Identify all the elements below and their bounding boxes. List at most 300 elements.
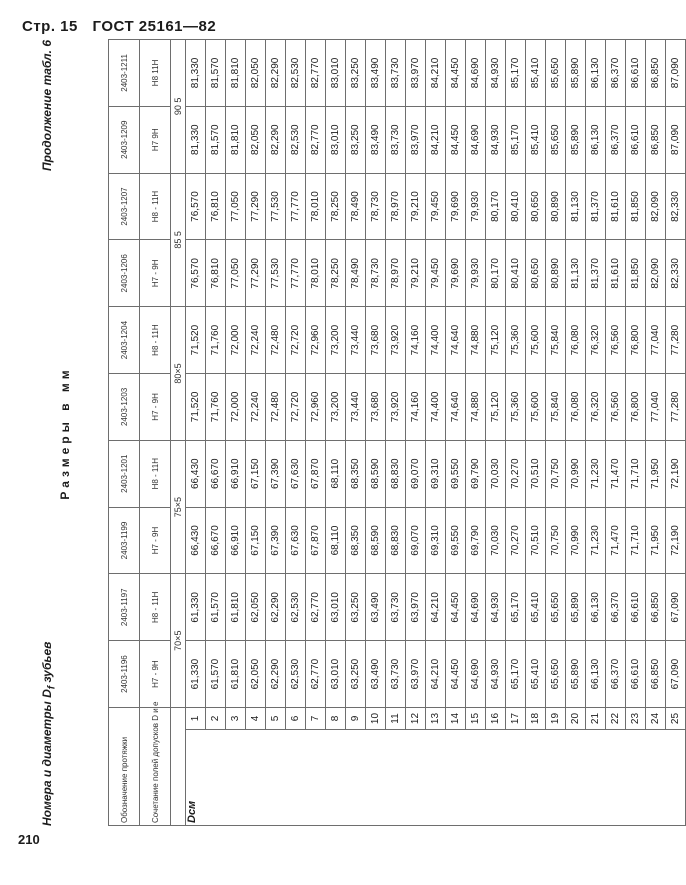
diameter-cell: 81,130 xyxy=(566,173,586,240)
diameter-cell: 76,560 xyxy=(606,307,626,374)
diameter-cell: 64,450 xyxy=(446,641,466,708)
diameter-cell: 78,250 xyxy=(326,240,346,307)
diameter-cell: 86,370 xyxy=(606,40,626,107)
diameter-cell: 67,870 xyxy=(306,440,326,507)
diameter-cell: 66,430 xyxy=(186,440,206,507)
diameter-cell: 71,760 xyxy=(206,374,226,441)
tooth-number: 10 xyxy=(366,707,386,729)
diameter-cell: 79,930 xyxy=(466,173,486,240)
diameter-cell: 80,650 xyxy=(526,240,546,307)
diameter-cell: 82,530 xyxy=(286,106,306,173)
diameter-cell: 81,810 xyxy=(226,106,246,173)
diameter-cell: 70,270 xyxy=(506,440,526,507)
tooth-number: 23 xyxy=(626,707,646,729)
diameter-cell: 67,630 xyxy=(286,507,306,574)
diameter-cell: 65,170 xyxy=(506,574,526,641)
diameter-cell: 76,810 xyxy=(206,240,226,307)
diameter-cell: 75,120 xyxy=(486,374,506,441)
diameter-cell: 76,800 xyxy=(626,307,646,374)
diameter-cell: 82,290 xyxy=(266,106,286,173)
diameter-cell: 63,730 xyxy=(386,641,406,708)
diameter-cell: 81,370 xyxy=(586,240,606,307)
diameter-cell: 80,890 xyxy=(546,173,566,240)
table-row xyxy=(426,40,446,826)
diameter-cell: 76,570 xyxy=(186,173,206,240)
diameter-cell: 74,400 xyxy=(426,374,446,441)
diameter-cell: 81,610 xyxy=(606,240,626,307)
diameter-cell: 76,320 xyxy=(586,307,606,374)
diameter-cell: 75,600 xyxy=(526,374,546,441)
module-cell: 90 5 xyxy=(171,40,186,174)
diameter-cell: 85,410 xyxy=(526,106,546,173)
designation-cell: 2403-1201 xyxy=(109,440,140,507)
diameter-cell: 67,150 xyxy=(246,507,266,574)
diameter-cell: 66,850 xyxy=(646,574,666,641)
tolerance-cell: H7 - 9H xyxy=(140,507,171,574)
table-row xyxy=(386,40,406,826)
module-cell: 80×5 xyxy=(171,307,186,441)
diameter-cell: 64,690 xyxy=(466,641,486,708)
module-cell: 85 5 xyxy=(171,173,186,307)
diameter-cell: 66,670 xyxy=(206,507,226,574)
tolerance-label: Сочетание полей допусков D и e xyxy=(140,707,171,825)
diameter-cell: 63,490 xyxy=(366,574,386,641)
tooth-number: 7 xyxy=(306,707,326,729)
diameter-cell: 69,310 xyxy=(426,440,446,507)
diameter-cell: 61,330 xyxy=(186,574,206,641)
diameter-cell: 69,790 xyxy=(466,440,486,507)
tolerance-cell: H8 11H xyxy=(140,40,171,107)
tolerance-cell: H7 9H xyxy=(140,106,171,173)
diameter-cell: 82,050 xyxy=(246,106,266,173)
diameter-cell: 62,050 xyxy=(246,641,266,708)
module-cell: 70×5 xyxy=(171,574,186,708)
diameter-cell: 76,570 xyxy=(186,240,206,307)
diameter-cell: 71,710 xyxy=(626,507,646,574)
diameter-cell: 84,930 xyxy=(486,106,506,173)
table-row xyxy=(346,40,366,826)
table-row xyxy=(326,40,346,826)
diameter-cell: 69,550 xyxy=(446,507,466,574)
diameter-cell: 86,130 xyxy=(586,40,606,107)
diameter-cell: 66,670 xyxy=(206,440,226,507)
tooth-number: 20 xyxy=(566,707,586,729)
diameter-cell: 86,850 xyxy=(646,106,666,173)
diameter-cell: 68,110 xyxy=(326,440,346,507)
diameter-cell: 66,370 xyxy=(606,641,626,708)
diameter-cell: 61,810 xyxy=(226,641,246,708)
header-row-designation xyxy=(109,40,140,826)
diameter-cell: 66,370 xyxy=(606,574,626,641)
diameter-cell: 77,290 xyxy=(246,173,266,240)
diameter-cell: 76,320 xyxy=(586,374,606,441)
diameter-cell: 77,280 xyxy=(666,374,686,441)
diameter-cell: 66,130 xyxy=(586,574,606,641)
diameter-cell: 71,470 xyxy=(606,440,626,507)
diameter-cell: 80,410 xyxy=(506,240,526,307)
diameter-cell: 85,650 xyxy=(546,106,566,173)
diameter-cell: 70,510 xyxy=(526,440,546,507)
diameter-cell: 85,650 xyxy=(546,40,566,107)
diameter-cell: 68,590 xyxy=(366,507,386,574)
diameter-cell: 81,570 xyxy=(206,106,226,173)
diameter-cell: 76,810 xyxy=(206,173,226,240)
diameter-cell: 66,610 xyxy=(626,641,646,708)
diameter-cell: 70,510 xyxy=(526,507,546,574)
diameter-cell: 65,890 xyxy=(566,641,586,708)
diameter-cell: 62,770 xyxy=(306,641,326,708)
diameter-cell: 74,640 xyxy=(446,374,466,441)
diameter-cell: 80,890 xyxy=(546,240,566,307)
diameter-cell: 63,970 xyxy=(406,641,426,708)
diameter-cell: 82,330 xyxy=(666,240,686,307)
designation-cell: 2403-1211 xyxy=(109,40,140,107)
tooth-number: 25 xyxy=(666,707,686,729)
diameter-cell: 64,450 xyxy=(446,574,466,641)
diameter-cell: 62,530 xyxy=(286,574,306,641)
diameter-cell: 86,370 xyxy=(606,106,626,173)
diameter-cell: 67,630 xyxy=(286,440,306,507)
diameter-cell: 70,990 xyxy=(566,507,586,574)
diameter-cell: 64,930 xyxy=(486,574,506,641)
diameter-cell: 81,850 xyxy=(626,173,646,240)
table-row xyxy=(486,40,506,826)
diameter-cell: 78,970 xyxy=(386,173,406,240)
table-row xyxy=(366,40,386,826)
diameter-cell: 63,730 xyxy=(386,574,406,641)
diameter-cell: 65,650 xyxy=(546,574,566,641)
diameter-cell: 67,870 xyxy=(306,507,326,574)
diameter-cell: 73,920 xyxy=(386,307,406,374)
diameter-cell: 77,050 xyxy=(226,240,246,307)
diameter-cell: 73,200 xyxy=(326,307,346,374)
tooth-number: 5 xyxy=(266,707,286,729)
diameter-cell: 80,170 xyxy=(486,240,506,307)
diameter-cell: 76,080 xyxy=(566,307,586,374)
diameter-cell: 75,360 xyxy=(506,374,526,441)
diameter-cell: 72,720 xyxy=(286,374,306,441)
table-row xyxy=(546,40,566,826)
diameter-cell: 66,430 xyxy=(186,507,206,574)
diameter-cell: 82,090 xyxy=(646,240,666,307)
diameter-cell: 72,190 xyxy=(666,440,686,507)
diameter-cell: 87,090 xyxy=(666,40,686,107)
diameter-cell: 81,370 xyxy=(586,173,606,240)
diameter-cell: 72,960 xyxy=(306,374,326,441)
diameter-cell: 80,170 xyxy=(486,173,506,240)
tooth-number: 18 xyxy=(526,707,546,729)
caption-title: Номера и диаметры $D_f$ зубьев xyxy=(40,641,58,826)
diameter-cell: 79,450 xyxy=(426,240,446,307)
diameter-cell: 62,290 xyxy=(266,574,286,641)
diameter-cell: 61,810 xyxy=(226,574,246,641)
page-number: 210 xyxy=(18,832,40,847)
header-row-tolerance xyxy=(140,40,171,826)
diameter-cell: 79,690 xyxy=(446,173,466,240)
tooth-number: 15 xyxy=(466,707,486,729)
diameter-cell: 67,390 xyxy=(266,507,286,574)
diameter-cell: 73,440 xyxy=(346,307,366,374)
diameter-cell: 72,190 xyxy=(666,507,686,574)
standard-number: ГОСТ 25161—82 xyxy=(92,18,217,35)
diameter-cell: 87,090 xyxy=(666,106,686,173)
tooth-number: 2 xyxy=(206,707,226,729)
diameter-cell: 77,530 xyxy=(266,240,286,307)
diameter-cell: 72,720 xyxy=(286,307,306,374)
diameter-cell: 65,410 xyxy=(526,641,546,708)
diameter-cell: 84,930 xyxy=(486,40,506,107)
diameter-cell: 62,530 xyxy=(286,641,306,708)
table-row xyxy=(606,40,626,826)
diameter-cell: 72,480 xyxy=(266,374,286,441)
table-row xyxy=(646,40,666,826)
diameter-cell: 84,450 xyxy=(446,106,466,173)
diameter-cell: 72,480 xyxy=(266,307,286,374)
units-subheading: Размеры в мм xyxy=(58,366,72,500)
diameter-cell: 64,210 xyxy=(426,574,446,641)
diameter-cell: 81,610 xyxy=(606,173,626,240)
diameter-cell: 62,770 xyxy=(306,574,326,641)
diameter-cell: 86,130 xyxy=(586,106,606,173)
dcm-label: Dcм xyxy=(186,730,686,826)
diameter-cell: 68,110 xyxy=(326,507,346,574)
diameter-cell: 73,680 xyxy=(366,307,386,374)
designation-cell: 2403-1196 xyxy=(109,641,140,708)
diameter-cell: 85,890 xyxy=(566,40,586,107)
tolerance-cell: H7 - 9H xyxy=(140,641,171,708)
diameter-cell: 77,280 xyxy=(666,307,686,374)
diameter-cell: 67,090 xyxy=(666,574,686,641)
diameter-cell: 77,770 xyxy=(286,173,306,240)
tooth-number: 11 xyxy=(386,707,406,729)
table-row xyxy=(266,40,286,826)
tooth-number: 19 xyxy=(546,707,566,729)
designation-cell: 2403-1206 xyxy=(109,240,140,307)
diameter-cell: 85,890 xyxy=(566,106,586,173)
diameter-cell: 74,160 xyxy=(406,307,426,374)
diameter-cell: 82,290 xyxy=(266,40,286,107)
diameter-cell: 71,950 xyxy=(646,507,666,574)
diameter-cell: 78,490 xyxy=(346,173,366,240)
diameter-cell: 69,070 xyxy=(406,440,426,507)
tolerance-cell: H8 - 11H xyxy=(140,574,171,641)
diameter-cell: 63,250 xyxy=(346,574,366,641)
caption-continuation: Продолжение табл. 6 xyxy=(40,40,54,172)
diameter-cell: 81,850 xyxy=(626,240,646,307)
table-row xyxy=(206,40,226,826)
table-row xyxy=(526,40,546,826)
diameter-cell: 66,910 xyxy=(226,507,246,574)
diameter-cell: 69,310 xyxy=(426,507,446,574)
diameter-cell: 77,050 xyxy=(226,173,246,240)
diameter-cell: 77,040 xyxy=(646,374,666,441)
diameter-cell: 66,610 xyxy=(626,574,646,641)
diameter-cell: 71,710 xyxy=(626,440,646,507)
diameter-cell: 61,570 xyxy=(206,574,226,641)
diameter-cell: 63,010 xyxy=(326,574,346,641)
diameter-cell: 85,170 xyxy=(506,106,526,173)
diameter-cell: 64,930 xyxy=(486,641,506,708)
diameter-cell: 72,240 xyxy=(246,374,266,441)
tolerance-cell: H8 - 11H xyxy=(140,173,171,240)
tooth-number: 16 xyxy=(486,707,506,729)
diameter-cell: 64,690 xyxy=(466,574,486,641)
diameter-cell: 68,590 xyxy=(366,440,386,507)
diameter-cell: 68,350 xyxy=(346,507,366,574)
diameter-cell: 71,520 xyxy=(186,374,206,441)
diameter-cell: 73,440 xyxy=(346,374,366,441)
table-caption xyxy=(40,40,58,826)
diameter-cell: 84,210 xyxy=(426,106,446,173)
diameter-cell: 79,210 xyxy=(406,173,426,240)
diameter-cell: 83,490 xyxy=(366,106,386,173)
diameter-cell: 72,240 xyxy=(246,307,266,374)
designation-label: Обозначение протяжки xyxy=(109,707,140,825)
tooth-number: 24 xyxy=(646,707,666,729)
tooth-number: 17 xyxy=(506,707,526,729)
diameter-cell: 63,250 xyxy=(346,641,366,708)
diameter-cell: 74,640 xyxy=(446,307,466,374)
diameter-cell: 82,530 xyxy=(286,40,306,107)
diameter-cell: 70,270 xyxy=(506,507,526,574)
diameter-cell: 69,550 xyxy=(446,440,466,507)
diameter-cell: 62,050 xyxy=(246,574,266,641)
diameter-cell: 66,850 xyxy=(646,641,666,708)
diameter-cell: 81,130 xyxy=(566,240,586,307)
diameter-cell: 83,010 xyxy=(326,40,346,107)
diameter-cell: 76,080 xyxy=(566,374,586,441)
diameter-cell: 71,520 xyxy=(186,307,206,374)
diameter-cell: 74,880 xyxy=(466,374,486,441)
page-label: Стр. 15 xyxy=(22,18,78,35)
diameter-cell: 81,570 xyxy=(206,40,226,107)
diameter-cell: 68,830 xyxy=(386,440,406,507)
diameter-cell: 75,360 xyxy=(506,307,526,374)
diameter-cell: 65,170 xyxy=(506,641,526,708)
diameter-cell: 82,770 xyxy=(306,106,326,173)
diameter-cell: 82,770 xyxy=(306,40,326,107)
diameter-cell: 74,880 xyxy=(466,307,486,374)
tolerance-cell: H7 - 9H xyxy=(140,240,171,307)
diameter-cell: 71,230 xyxy=(586,507,606,574)
tooth-number: 9 xyxy=(346,707,366,729)
diameter-cell: 77,290 xyxy=(246,240,266,307)
diameter-cell: 83,490 xyxy=(366,40,386,107)
diameter-cell: 77,040 xyxy=(646,307,666,374)
tooth-number: 4 xyxy=(246,707,266,729)
diameter-cell: 83,730 xyxy=(386,40,406,107)
tolerance-cell: H7 - 9H xyxy=(140,374,171,441)
tooth-number: 12 xyxy=(406,707,426,729)
designation-cell: 2403-1197 xyxy=(109,574,140,641)
table-row xyxy=(666,40,686,826)
tooth-number: 1 xyxy=(186,707,206,729)
designation-cell: 2403-1203 xyxy=(109,374,140,441)
diameter-cell: 70,030 xyxy=(486,507,506,574)
table-row xyxy=(466,40,486,826)
diameter-cell: 83,970 xyxy=(406,40,426,107)
table-row xyxy=(446,40,466,826)
module-label xyxy=(171,707,186,825)
diameter-cell: 76,560 xyxy=(606,374,626,441)
diameter-cell: 78,490 xyxy=(346,240,366,307)
designation-cell: 2403-1209 xyxy=(109,106,140,173)
designation-cell: 2403-1204 xyxy=(109,307,140,374)
diameter-cell: 75,600 xyxy=(526,307,546,374)
diameter-cell: 77,530 xyxy=(266,173,286,240)
diameter-cell: 78,010 xyxy=(306,173,326,240)
diameter-cell: 73,200 xyxy=(326,374,346,441)
diameter-cell: 84,690 xyxy=(466,40,486,107)
diameter-cell: 67,390 xyxy=(266,440,286,507)
diameter-cell: 67,090 xyxy=(666,641,686,708)
tooth-number: 22 xyxy=(606,707,626,729)
diameter-cell: 62,290 xyxy=(266,641,286,708)
module-cell: 75×5 xyxy=(171,440,186,574)
diameter-cell: 79,210 xyxy=(406,240,426,307)
rotated-table-page xyxy=(40,40,681,826)
diameter-cell: 82,050 xyxy=(246,40,266,107)
diameter-cell: 74,400 xyxy=(426,307,446,374)
diameter-cell: 70,030 xyxy=(486,440,506,507)
table-row xyxy=(306,40,326,826)
diameter-cell: 67,150 xyxy=(246,440,266,507)
diameter-cell: 70,990 xyxy=(566,440,586,507)
diameter-cell: 85,170 xyxy=(506,40,526,107)
diameter-cell: 85,410 xyxy=(526,40,546,107)
diameter-cell: 80,410 xyxy=(506,173,526,240)
diameter-cell: 75,840 xyxy=(546,374,566,441)
diameter-cell: 63,970 xyxy=(406,574,426,641)
diameter-cell: 71,470 xyxy=(606,507,626,574)
diameter-cell: 71,760 xyxy=(206,307,226,374)
tooth-number: 6 xyxy=(286,707,306,729)
diameter-cell: 66,130 xyxy=(586,641,606,708)
table-row xyxy=(586,40,606,826)
table-row xyxy=(286,40,306,826)
header-row-module xyxy=(171,40,186,826)
diameters-table xyxy=(108,39,686,826)
diameter-cell: 76,800 xyxy=(626,374,646,441)
diameter-cell: 82,090 xyxy=(646,173,666,240)
tolerance-cell: H8 - 11H xyxy=(140,307,171,374)
diameter-cell: 65,890 xyxy=(566,574,586,641)
diameter-cell: 72,000 xyxy=(226,307,246,374)
diameter-cell: 78,970 xyxy=(386,240,406,307)
designation-cell: 2403-1207 xyxy=(109,173,140,240)
diameter-cell: 73,920 xyxy=(386,374,406,441)
diameter-cell: 84,210 xyxy=(426,40,446,107)
diameter-cell: 78,730 xyxy=(366,173,386,240)
table-row xyxy=(626,40,646,826)
diameter-cell: 84,690 xyxy=(466,106,486,173)
diameter-cell: 74,160 xyxy=(406,374,426,441)
diameter-cell: 65,650 xyxy=(546,641,566,708)
diameter-cell: 86,850 xyxy=(646,40,666,107)
diameter-cell: 80,650 xyxy=(526,173,546,240)
diameter-cell: 71,230 xyxy=(586,440,606,507)
tooth-number: 3 xyxy=(226,707,246,729)
diameter-cell: 86,610 xyxy=(626,40,646,107)
diameter-cell: 81,330 xyxy=(186,106,206,173)
table-row xyxy=(406,40,426,826)
diameter-cell: 72,000 xyxy=(226,374,246,441)
diameter-cell: 68,350 xyxy=(346,440,366,507)
diameter-cell: 78,250 xyxy=(326,173,346,240)
diameter-cell: 70,750 xyxy=(546,440,566,507)
diameter-cell: 79,930 xyxy=(466,240,486,307)
diameter-cell: 61,330 xyxy=(186,641,206,708)
